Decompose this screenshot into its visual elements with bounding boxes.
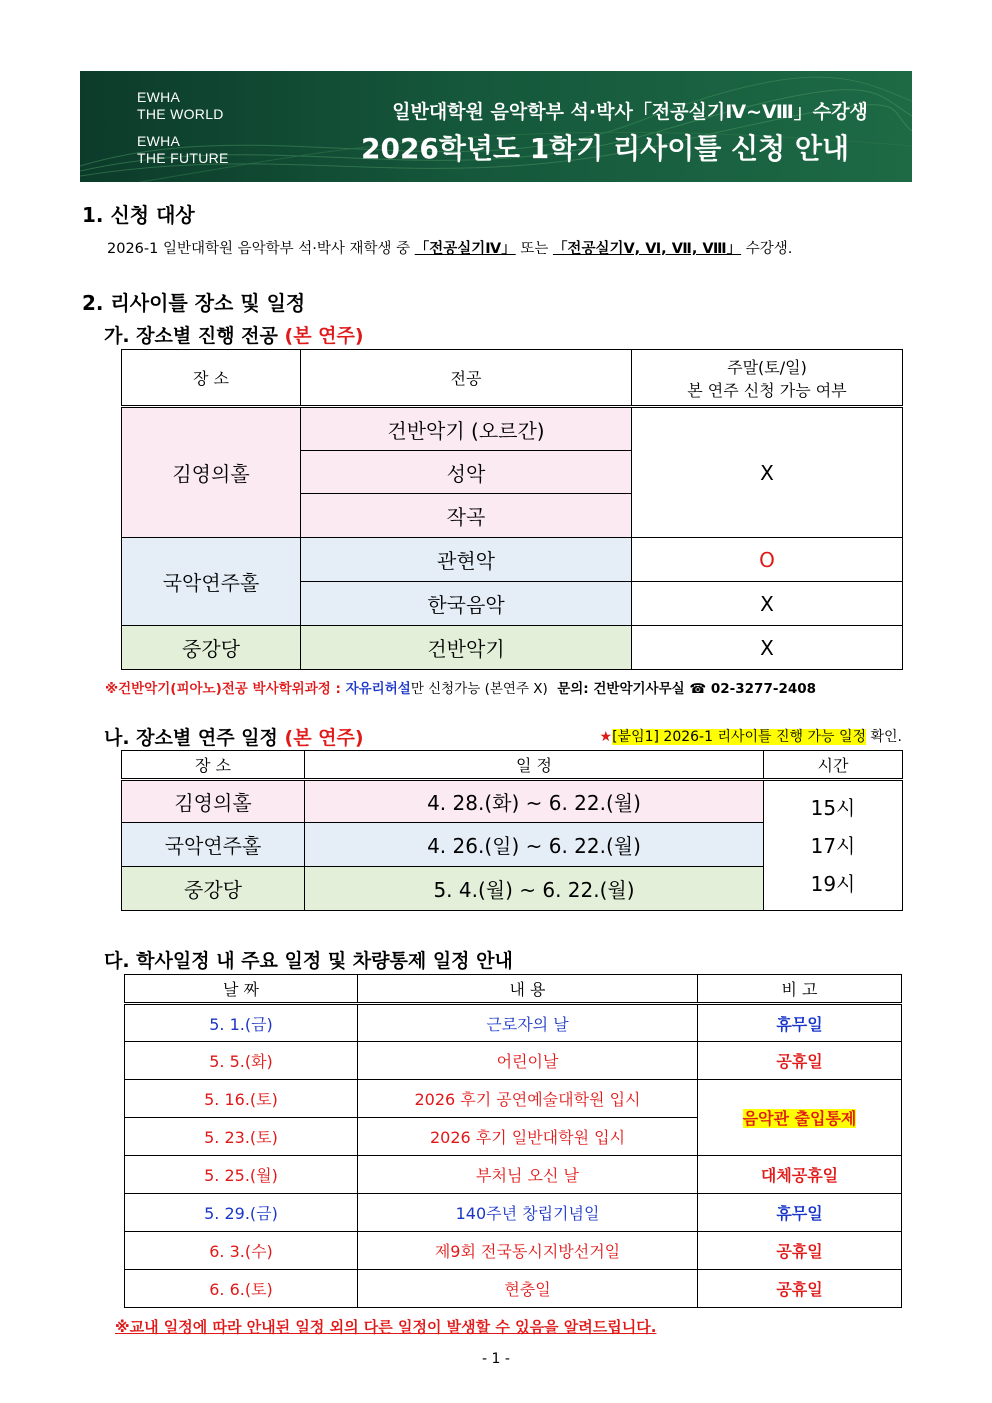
venue-cell: 중강당	[122, 626, 301, 670]
period-cell: 5. 4.(월) ~ 6. 22.(월)	[305, 867, 764, 911]
banner-title-line2: 2026학년도 1학기 리사이틀 신청 안내	[360, 132, 850, 165]
period-cell: 4. 28.(화) ~ 6. 22.(월)	[305, 780, 764, 823]
header-venue: 장 소	[122, 350, 301, 407]
date-cell: 5. 25.(월)	[125, 1156, 358, 1194]
major-cell: 한국음악	[301, 582, 632, 626]
weekend-cell: O	[632, 538, 903, 582]
logo-text-line: THE FUTURE	[137, 150, 229, 166]
reference-suffix: 확인.	[870, 729, 902, 745]
section1-text-prefix: 2026-1 일반대학원 음악학부 석·박사 재학생 중	[107, 241, 411, 257]
subsection-c-heading: 다. 학사일정 내 주요 일정 및 차량통제 일정 안내	[104, 950, 513, 972]
course-a: 「전공실기Ⅳ」	[414, 241, 516, 257]
header-content: 내 용	[358, 975, 698, 1004]
date-cell: 5. 1.(금)	[125, 1004, 358, 1042]
subsection-a-label-red: (본 연주)	[284, 325, 364, 347]
table-header-row	[122, 751, 903, 780]
section1-text-suffix: 수강생.	[745, 241, 793, 257]
header-major: 전공	[301, 350, 632, 407]
content-cell: 제9회 전국동시지방선거일	[358, 1232, 698, 1270]
schedule-change-note: ※교내 일정에 따라 안내된 일정 외의 다른 일정이 발생할 수 있음을 알려드립니다.	[115, 1318, 657, 1336]
major-cell: 건반악기	[301, 626, 632, 670]
date-cell: 5. 23.(토)	[125, 1118, 358, 1156]
table-row	[125, 1080, 902, 1118]
venue-schedule-table	[121, 750, 903, 911]
header-period: 일 정	[305, 751, 764, 780]
venue-cell: 국악연주홀	[122, 538, 301, 626]
weekend-cell: X	[632, 626, 903, 670]
content-cell: 근로자의 날	[358, 1004, 698, 1042]
page-number: - 1 -	[482, 1351, 510, 1367]
content-cell: 부처님 오신 날	[358, 1156, 698, 1194]
header-weekend-line1: 주말(토/일)	[727, 357, 807, 377]
header-note: 비 고	[698, 975, 902, 1004]
content-cell: 어린이날	[358, 1042, 698, 1080]
header-weekend-line2: 본 연주 신청 가능 여부	[687, 380, 847, 400]
note-cell	[698, 1080, 902, 1156]
subsection-a-heading	[104, 321, 364, 348]
note-cell: 공휴일	[698, 1270, 902, 1308]
table-row	[122, 626, 903, 670]
logo-text-line: EWHA	[137, 89, 181, 105]
period-cell: 4. 26.(일) ~ 6. 22.(월)	[305, 823, 764, 867]
date-cell: 6. 6.(토)	[125, 1270, 358, 1308]
subsection-b-label: 나. 장소별 연주 일정	[104, 727, 278, 749]
access-control-highlight: 음악관 출입통제	[742, 1109, 857, 1128]
date-cell: 6. 3.(수)	[125, 1232, 358, 1270]
note-cell: 휴무일	[698, 1194, 902, 1232]
section2-heading: 2. 리사이틀 장소 및 일정	[82, 291, 306, 315]
major-cell: 관현악	[301, 538, 632, 582]
venue-majors-table	[121, 349, 903, 670]
banner-title-line1: 일반대학원 음악학부 석·박사「전공실기Ⅳ~Ⅷ」수강생	[392, 101, 868, 123]
table-row	[125, 1232, 902, 1270]
table-row	[125, 1004, 902, 1042]
table-header-row	[122, 350, 903, 407]
date-cell: 5. 5.(화)	[125, 1042, 358, 1080]
academic-calendar-table	[124, 974, 902, 1308]
course-b: 「전공실기Ⅴ, Ⅵ, Ⅶ, Ⅷ」	[552, 241, 742, 257]
table-row	[125, 1194, 902, 1232]
time-slot: 17시	[810, 833, 856, 858]
table-header-row	[125, 975, 902, 1004]
note-blue-part: 자유리허설	[345, 681, 411, 697]
times-cell	[764, 780, 903, 911]
note-inquiry: 문의: 건반악기사무실 ☎ 02-3277-2408	[557, 681, 817, 697]
note-rest: 만 신청가능 (본연주 X)	[410, 681, 548, 697]
table-row	[122, 780, 903, 823]
note-red-part: ※건반악기(피아노)전공 박사학위과정 :	[105, 681, 341, 697]
header-venue: 장 소	[122, 751, 305, 780]
major-cell: 건반악기 (오르간)	[301, 407, 632, 451]
section1-text-mid: 또는	[520, 241, 549, 257]
table-row	[125, 1156, 902, 1194]
reference-highlight: [붙임1] 2026-1 리사이틀 진행 가능 일정	[612, 729, 867, 745]
content-cell: 현충일	[358, 1270, 698, 1308]
subsection-b-label-red: (본 연주)	[284, 727, 364, 749]
time-slot: 19시	[810, 871, 856, 896]
header-date: 날 짜	[125, 975, 358, 1004]
major-cell: 성악	[301, 451, 632, 494]
content-cell: 140주년 창립기념일	[358, 1194, 698, 1232]
table-row	[125, 1042, 902, 1080]
content-cell: 2026 후기 일반대학원 입시	[358, 1118, 698, 1156]
header-banner	[80, 71, 912, 182]
subsection-b-heading	[104, 723, 364, 750]
venue-cell: 김영의홀	[122, 407, 301, 538]
note-cell: 대체공휴일	[698, 1156, 902, 1194]
content-cell: 2026 후기 공연예술대학원 입시	[358, 1080, 698, 1118]
section1-text	[107, 237, 792, 258]
table-row	[122, 407, 903, 451]
weekend-cell: X	[632, 407, 903, 538]
note-piano-doctoral	[105, 677, 816, 697]
star-icon: ★	[599, 729, 613, 745]
major-cell: 작곡	[301, 494, 632, 538]
weekend-cell: X	[632, 582, 903, 626]
venue-cell: 중강당	[122, 867, 305, 911]
note-cell: 공휴일	[698, 1232, 902, 1270]
section1-heading: 1. 신청 대상	[82, 203, 195, 227]
date-cell: 5. 29.(금)	[125, 1194, 358, 1232]
logo-text-line: EWHA	[137, 133, 181, 149]
schedule-reference	[600, 726, 902, 746]
date-cell: 5. 16.(토)	[125, 1080, 358, 1118]
time-slot: 15시	[810, 795, 856, 820]
venue-cell: 김영의홀	[122, 780, 305, 823]
header-weekend	[632, 350, 903, 407]
subsection-a-label: 가. 장소별 진행 전공	[104, 325, 278, 347]
table-row	[125, 1270, 902, 1308]
logo-text-line: THE WORLD	[137, 106, 224, 122]
note-cell: 공휴일	[698, 1042, 902, 1080]
table-row	[122, 538, 903, 582]
note-cell: 휴무일	[698, 1004, 902, 1042]
header-time: 시간	[764, 751, 903, 780]
venue-cell: 국악연주홀	[122, 823, 305, 867]
